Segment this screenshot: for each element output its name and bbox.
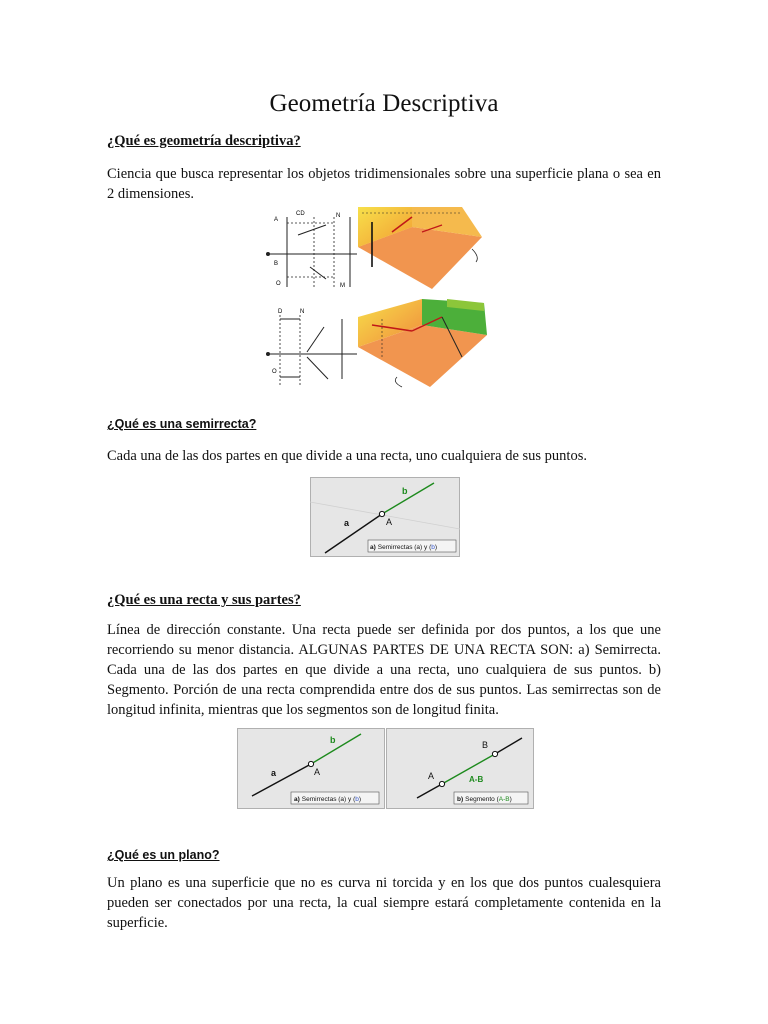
epure-bottom [266, 309, 357, 385]
right-label-segment: A-B [469, 775, 484, 784]
label-point-a: A [386, 517, 393, 527]
projection-diagram-figure [262, 207, 492, 392]
projection-diagram [262, 207, 492, 392]
recta-partes-figure [237, 728, 535, 809]
left-caption: a) Semirrectas (a) y (b) [294, 796, 362, 803]
right-label-a: A [428, 771, 435, 781]
paragraph-semirrecta: Cada una de las dos partes en que divide a una recta, uno cualquiera de sus puntos. [107, 448, 587, 464]
paragraph-plano: Un plano es una superficie que no es curva ni torcida y en los que dos puntos cualesquiera pueden ser conectados por una recta, la cual siempre estará completamente contenida en la superficie. [107, 875, 661, 931]
epure-label-a: A [274, 217, 279, 223]
heading-semirrecta: ¿Qué es una semirrecta? [107, 417, 257, 431]
heading-geometria: ¿Qué es geometría descriptiva? [107, 133, 301, 149]
left-label-point: A [314, 767, 321, 777]
right-caption: b) Segmento (A-B) [457, 796, 512, 803]
semirrecta-figure [310, 477, 460, 557]
heading-plano: ¿Qué es un plano? [107, 848, 220, 862]
paragraph-geometria: Ciencia que busca representar los objetos tridimensionales sobre una superficie plana o sea en 2 dimensiones. [107, 166, 661, 202]
recta-partes-diagram [237, 728, 535, 809]
planes-bottom [358, 299, 487, 387]
document-title: Geometría Descriptiva [269, 90, 499, 117]
left-label-b: b [330, 735, 336, 745]
left-label-a: a [271, 768, 277, 778]
planes-top [358, 207, 482, 289]
paragraph-recta-partes: Línea de dirección constante. Una recta puede ser definida por dos puntos, a los que une recorriendo su menor distancia. ALGUNAS PARTES DE UNA RECTA SON: a) Semirrecta. Cada una de las dos partes en que divide a una recta, uno cualquiera de sus puntos. b) Segmento. Porción de una recta comprendida entre dos de sus puntos. Las semirrectas son de longitud infinita, mientras que los segmentos son de longitud finita. [107, 622, 661, 718]
epure-label-cd: CD [296, 211, 305, 217]
label-a: a [344, 518, 350, 528]
epure-label-n: N [336, 213, 341, 219]
heading-recta-partes: ¿Qué es una recta y sus partes? [107, 592, 301, 608]
epure-label-o2: O [272, 369, 277, 375]
epure-label-o: O [276, 281, 281, 287]
semirrecta-diagram [310, 477, 460, 557]
label-b: b [402, 486, 408, 496]
epure-label-b: B [274, 261, 279, 267]
right-label-b: B [482, 740, 489, 750]
epure-label-n2: N [300, 309, 305, 315]
semirrecta-caption: a) Semirrectas (a) y (b) [370, 544, 438, 551]
epure-top [266, 211, 357, 289]
epure-label-d: D [278, 309, 283, 315]
epure-label-m: M [340, 283, 345, 289]
